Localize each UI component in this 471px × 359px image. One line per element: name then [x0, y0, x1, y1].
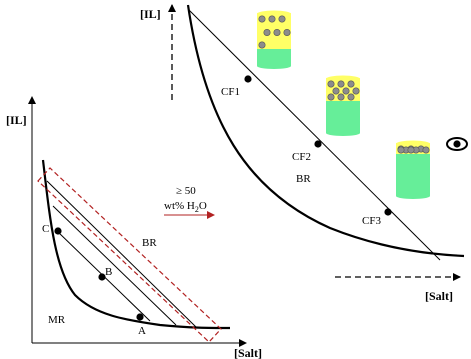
cf1-label: CF1	[221, 86, 240, 98]
point-c-label: C	[42, 223, 50, 235]
left-region-br: BR	[142, 237, 157, 249]
vial-droplet	[348, 94, 354, 100]
vial-droplet	[264, 29, 270, 35]
vial-droplet	[353, 88, 359, 94]
left-phase-diagram	[6, 97, 262, 359]
vial-cf3	[396, 141, 430, 200]
cf2-label: CF2	[292, 151, 311, 163]
vial-bottom-edge	[257, 63, 291, 69]
right-region-br: BR	[296, 173, 311, 185]
vial-bottom-phase	[396, 154, 430, 196]
vial-cf2	[326, 76, 360, 137]
vial-droplet	[408, 147, 414, 153]
cf2-marker	[314, 140, 321, 147]
vial-droplet	[279, 16, 285, 22]
transfer-label-line1: ≥ 50	[176, 185, 196, 197]
vial-bottom-edge	[326, 130, 360, 136]
right-y-axis-label: [IL]	[140, 7, 161, 21]
vial-droplet	[333, 88, 339, 94]
right-x-axis-label: [Salt]	[425, 289, 453, 303]
vial-droplet	[284, 29, 290, 35]
tie-line-2	[53, 206, 176, 325]
vial-droplet	[259, 16, 265, 22]
vial-droplet	[328, 81, 334, 87]
cf3-marker	[384, 208, 391, 215]
vial-droplet	[423, 147, 429, 153]
vial-droplet	[274, 29, 280, 35]
right-phase-diagram	[140, 5, 467, 303]
transfer-label-line2: wt% $H_2O$	[164, 200, 207, 214]
point-a-label: A	[138, 325, 146, 337]
left-x-axis-label: [Salt]	[234, 346, 262, 359]
vial-bottom-edge	[396, 193, 430, 199]
vial-droplet	[398, 147, 404, 153]
left-y-axis-label: [IL]	[6, 113, 27, 127]
point-b-label: B	[105, 266, 113, 278]
transfer-annotation	[164, 185, 214, 215]
vial-group	[257, 11, 430, 200]
vial-bottom-phase	[326, 101, 360, 133]
point-c-marker	[54, 227, 61, 234]
vial-droplet	[269, 16, 275, 22]
vial-droplet	[328, 94, 334, 100]
vial-cf1	[257, 11, 291, 70]
cf1-marker	[244, 75, 251, 82]
eye-icon	[447, 138, 467, 150]
left-region-mr: MR	[48, 314, 66, 326]
point-a-marker	[136, 313, 143, 320]
vial-droplet	[338, 94, 344, 100]
vial-droplet	[343, 88, 349, 94]
vial-droplet	[338, 81, 344, 87]
vial-droplet	[348, 81, 354, 87]
vial-droplet	[259, 42, 265, 48]
cf3-label: CF3	[362, 215, 381, 227]
